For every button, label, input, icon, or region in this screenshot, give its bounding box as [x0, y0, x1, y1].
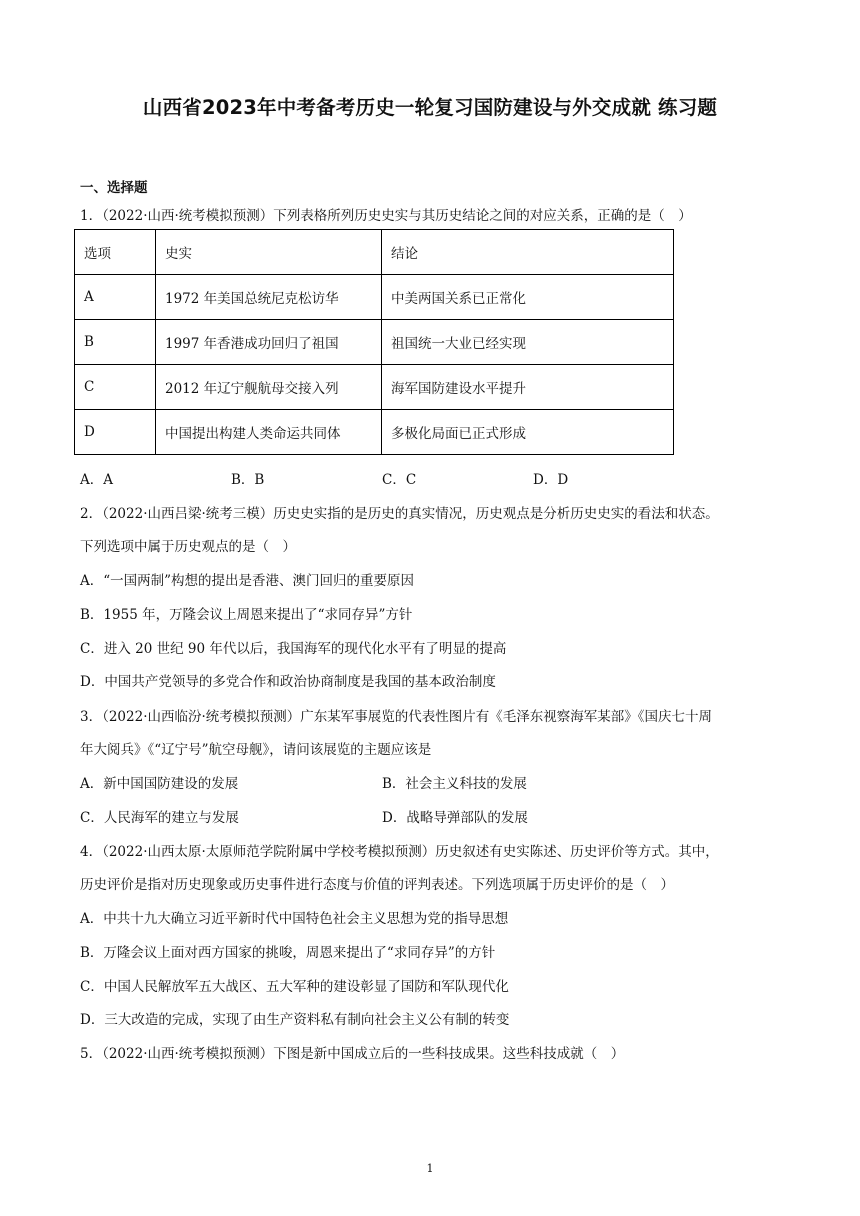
table-cell: 多极化局面已正式形成: [382, 410, 674, 455]
table-row: [75, 275, 674, 320]
question-1-option-d: D．D: [533, 472, 569, 488]
question-2-stem-line-2: 下列选项中属于历史观点的是（ ）: [80, 539, 296, 555]
question-4-option-d: D．三大改造的完成，实现了由生产资料私有制向社会主义公有制的转变: [80, 1012, 510, 1028]
table-header-cell: 选项: [75, 230, 156, 275]
question-1-stem: 1．（2022·山西·统考模拟预测）下列表格所列历史史实与其历史结论之间的对应关系，正确的是（ ）: [80, 208, 692, 224]
question-2-option-d: D．中国共产党领导的多党合作和政治协商制度是我国的基本政治制度: [80, 674, 496, 690]
table-cell: C: [75, 365, 156, 410]
question-3-option-c: C．人民海军的建立与发展: [80, 810, 239, 826]
question-4-stem-line-1: 4．（2022·山西太原·太原师范学院附属中学校考模拟预测）历史叙述有史实陈述、历史评价等方式。其中，: [80, 844, 719, 860]
table-cell: 祖国统一大业已经实现: [382, 320, 674, 365]
document-title: 山西省2023年中考备考历史一轮复习国防建设与外交成就 练习题: [142, 96, 718, 119]
page-number: 1: [426, 1162, 434, 1175]
question-2-option-c: C．进入 20 世纪 90 年代以后，我国海军的现代化水平有了明显的提高: [80, 641, 507, 657]
question-3-option-a: A．新中国国防建设的发展: [80, 776, 239, 792]
question-4-stem-line-2: 历史评价是指对历史现象或历史事件进行态度与价值的评判表述。下列选项属于历史评价的是（ ）: [80, 877, 674, 893]
question-2-option-b: B．1955 年，万隆会议上周恩来提出了“求同存异”方针: [80, 607, 413, 623]
question-1-table: [74, 229, 674, 455]
table-cell: B: [75, 320, 156, 365]
question-1-option-b: B．B: [231, 472, 265, 488]
table-cell: 中美两国关系已正常化: [382, 275, 674, 320]
question-3-stem-line-2: 年大阅兵》《“辽宁号”航空母舰》，请问该展览的主题应该是: [80, 742, 432, 758]
question-4-option-a: A．中共十九大确立习近平新时代中国特色社会主义思想为党的指导思想: [80, 911, 509, 927]
table-cell: 中国提出构建人类命运共同体: [156, 410, 382, 455]
question-2-stem-line-1: 2．（2022·山西吕梁·统考三模）历史史实指的是历史的真实情况，历史观点是分析历史史实的看法和状态。: [80, 506, 719, 522]
table-cell: 2012 年辽宁舰航母交接入列: [156, 365, 382, 410]
table-cell: 海军国防建设水平提升: [382, 365, 674, 410]
table-row: [75, 320, 674, 365]
question-5-stem: 5．（2022·山西·统考模拟预测）下图是新中国成立后的一些科技成果。这些科技成就（ ）: [80, 1046, 625, 1062]
table-row: [75, 410, 674, 455]
question-4-option-b: B．万隆会议上面对西方国家的挑唆，周恩来提出了“求同存异”的方针: [80, 945, 496, 961]
table-header-cell: 史实: [156, 230, 382, 275]
table-cell: D: [75, 410, 156, 455]
table-header-row: [75, 230, 674, 275]
question-4-option-c: C．中国人民解放军五大战区、五大军种的建设彰显了国防和军队现代化: [80, 979, 509, 995]
table-cell: 1997 年香港成功回归了祖国: [156, 320, 382, 365]
table-header-cell: 结论: [382, 230, 674, 275]
question-1-option-a: A．A: [80, 472, 113, 488]
question-2-option-a: A．“一国两制”构想的提出是香港、澳门回归的重要原因: [80, 573, 415, 589]
question-3-option-d: D．战略导弹部队的发展: [382, 810, 528, 826]
table-cell: A: [75, 275, 156, 320]
question-3-stem-line-1: 3．（2022·山西临汾·统考模拟预测）广东某军事展览的代表性图片有《毛泽东视察海军某部》《国庆七十周: [80, 709, 713, 725]
table-cell: 1972 年美国总统尼克松访华: [156, 275, 382, 320]
question-1-option-c: C．C: [382, 472, 417, 488]
section-heading: 一、选择题: [80, 180, 148, 196]
table-row: [75, 365, 674, 410]
question-3-option-b: B．社会主义科技的发展: [382, 776, 527, 792]
